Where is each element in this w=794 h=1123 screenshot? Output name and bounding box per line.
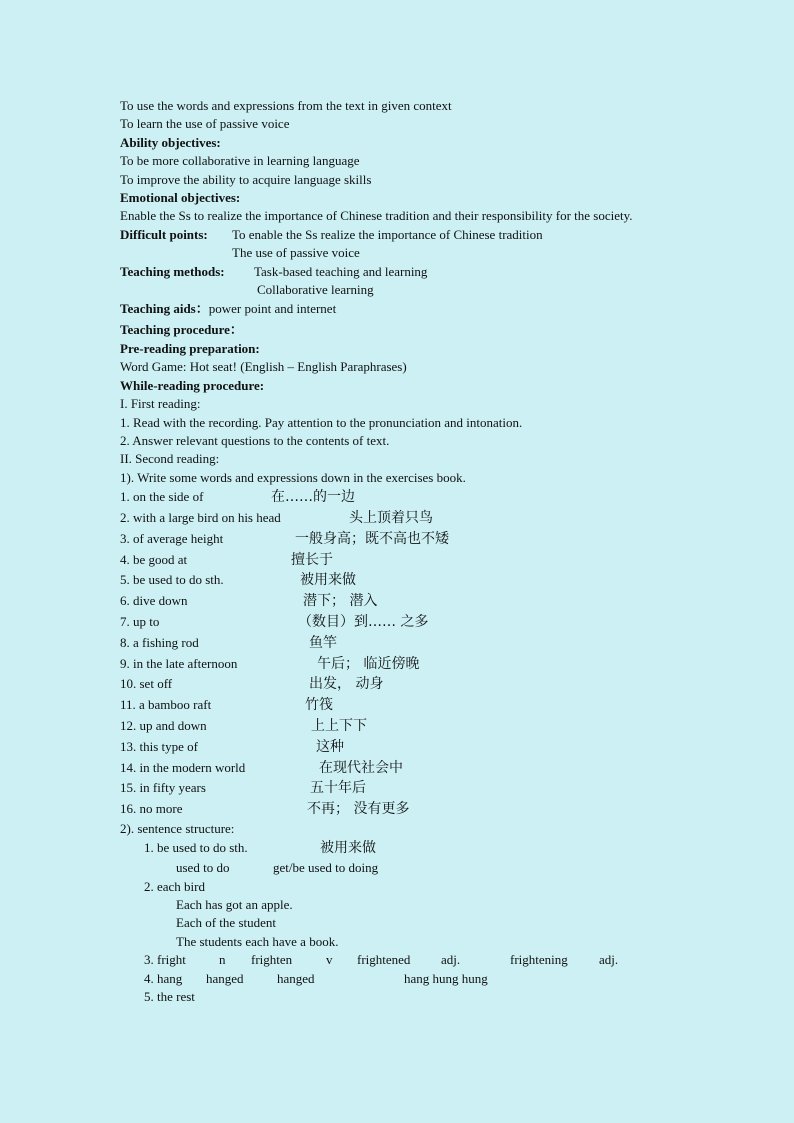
vocab-zh: 潜下； 潜入 (303, 593, 378, 610)
word-form: v (326, 952, 333, 968)
vocab-zh: 头上顶着只鸟 (349, 510, 433, 527)
text-segment: Collaborative learning (257, 281, 374, 297)
sentence-subline (120, 859, 680, 877)
vocab-zh: 不再； 没有更多 (307, 801, 410, 818)
vocab-row (120, 716, 680, 737)
vocab-row (120, 508, 680, 529)
text-line: II. Second reading: (120, 451, 220, 467)
vocab-row (120, 529, 680, 550)
teaching-aids-line (120, 299, 680, 319)
word-form: adj. (599, 952, 619, 968)
word-form: frightened (357, 952, 411, 968)
sentence-zh: 被用来做 (320, 840, 376, 857)
vocab-zh: 五十年后 (310, 780, 366, 797)
text-line: To use the words and expressions from the text in given context (120, 98, 452, 113)
sentence-item: 5. the rest (144, 988, 195, 1004)
text-line: 2). sentence structure: (120, 820, 235, 836)
vocab-en: 10. set off (120, 676, 173, 692)
difficult-points-line (120, 226, 680, 244)
word-form: hang hung hung (404, 970, 488, 986)
text-line: I. First reading: (120, 396, 201, 412)
vocab-zh: 竹筏 (305, 697, 333, 714)
vocab-zh: （数目）到…… 之多 (298, 614, 429, 630)
vocab-zh: 在现代社会中 (319, 759, 403, 776)
text-line: 2. Answer relevant questions to the contents of text. (120, 433, 390, 449)
vocab-row (120, 737, 680, 758)
vocab-en: 2. with a large bird on his head (120, 510, 281, 526)
text-segment: power point and internet (208, 301, 337, 317)
sentence-subline: Each of the student (176, 915, 276, 931)
section-heading-while-reading: While-reading procedure: (120, 377, 265, 393)
text-line: Word Game: Hot seat! (English – English Paraphrases) (120, 359, 407, 375)
vocab-en: 7. up to (120, 614, 160, 629)
vocab-zh: 擅长于 (291, 551, 333, 568)
vocab-row (120, 674, 680, 695)
vocab-en: 3. of average height (120, 530, 224, 546)
vocab-row (120, 570, 680, 591)
vocab-zh: 在……的一边 (271, 489, 355, 506)
section-heading-pre-reading: Pre-reading preparation: (120, 341, 260, 357)
word-form: hanged (206, 970, 244, 986)
vocab-zh: 被用来做 (300, 572, 356, 589)
word-form: 3. fright (144, 952, 186, 968)
vocab-zh: 这种 (316, 738, 344, 755)
word-form: n (219, 952, 226, 968)
vocab-en: 9. in the late afternoon (120, 655, 238, 671)
sentence-en: get/be used to doing (273, 860, 379, 876)
text-line: To improve the ability to acquire language skills (120, 171, 372, 187)
sentence-subline: Each has got an apple. (176, 896, 293, 912)
section-heading-procedure: Teaching procedure： (120, 321, 243, 337)
text-paragraph: Enable the Ss to realize the importance of Chinese tradition and their responsibility for the society. (120, 208, 633, 224)
sentence-en: 1. be used to do sth. (144, 840, 248, 856)
vocab-en: 12. up and down (120, 717, 207, 733)
section-heading-methods: Teaching methods: (120, 263, 225, 279)
section-heading-aids: Teaching aids： (120, 301, 209, 317)
vocab-row (120, 654, 680, 675)
text-line: To learn the use of passive voice (120, 116, 290, 132)
text-line: To be more collaborative in learning language (120, 153, 360, 169)
word-form: hanged (277, 970, 315, 986)
word-forms-hang (120, 970, 680, 988)
vocab-en: 13. this type of (120, 738, 198, 754)
section-heading-difficult: Difficult points: (120, 226, 208, 242)
vocab-row (120, 778, 680, 799)
vocab-zh: 午后； 临近傍晚 (317, 655, 420, 672)
word-form: frightening (510, 952, 568, 968)
vocab-row (120, 612, 680, 633)
lesson-plan-page (120, 97, 680, 1006)
text-line (120, 281, 680, 299)
vocab-zh: 鱼竿 (309, 634, 337, 651)
word-forms-fright (120, 951, 680, 969)
text-line: 1. Read with the recording. Pay attention to the pronunciation and intonation. (120, 414, 523, 430)
sentence-subline: The students each have a book. (176, 933, 339, 949)
section-heading-emotional: Emotional objectives: (120, 189, 241, 205)
vocab-row (120, 799, 680, 820)
vocab-en: 14. in the modern world (120, 759, 246, 775)
sentence-item (120, 838, 680, 859)
text-segment: Task-based teaching and learning (254, 263, 428, 279)
vocab-en: 16. no more (120, 801, 183, 817)
vocab-row (120, 487, 680, 508)
vocab-en: 8. a fishing rod (120, 634, 199, 650)
vocab-en: 1. on the side of (120, 489, 204, 505)
vocab-zh: 一般身高；既不高也不矮 (295, 530, 449, 547)
text-segment: The use of passive voice (232, 245, 360, 261)
word-form: adj. (441, 952, 461, 968)
text-line (120, 244, 680, 262)
section-heading-ability: Ability objectives: (120, 134, 221, 150)
word-form: frighten (251, 952, 293, 968)
word-form: 4. hang (144, 970, 183, 986)
sentence-item: 2. each bird (144, 878, 206, 894)
vocab-row (120, 550, 680, 571)
vocab-en: 6. dive down (120, 593, 188, 609)
vocab-zh: 出发， 动身 (309, 676, 384, 693)
vocab-row (120, 591, 680, 612)
vocab-en: 4. be good at (120, 551, 188, 567)
vocab-row (120, 758, 680, 779)
vocabulary-list (120, 487, 680, 820)
sentence-en: used to do (176, 860, 230, 876)
text-line: 1). Write some words and expressions down in the exercises book. (120, 469, 466, 485)
text-segment: To enable the Ss realize the importance of Chinese tradition (232, 226, 543, 242)
vocab-en: 15. in fifty years (120, 780, 206, 796)
vocab-en: 5. be used to do sth. (120, 572, 224, 588)
vocab-zh: 上上下下 (311, 717, 367, 734)
teaching-methods-line (120, 263, 680, 281)
vocab-row (120, 695, 680, 716)
vocab-en: 11. a bamboo raft (120, 697, 212, 713)
vocab-row (120, 633, 680, 654)
